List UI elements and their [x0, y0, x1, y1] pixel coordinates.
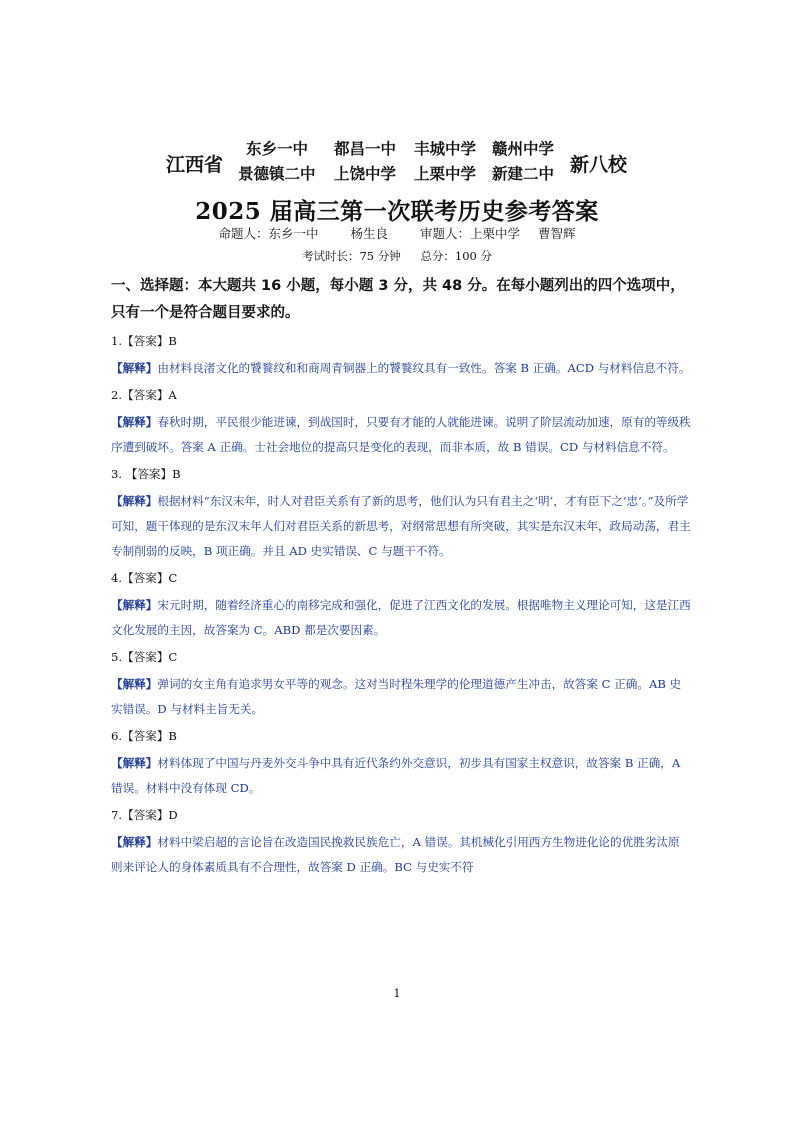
answer-line: 6.【答案】B: [111, 729, 177, 743]
school-name: 上栗中学: [414, 165, 477, 183]
explanation-text: 春秋时期，平民很少能进谏，到战国时，只要有才能的人就能进谏。说明了阶层流动加速，原有的等级秩序遭到破坏。答案 A 正确。士社会地位的提高只是变化的表现，而非本质，故 B 错误。CD 与材料信息不符。: [111, 415, 691, 454]
question-item: [111, 460, 691, 564]
question-item: [111, 801, 691, 880]
question-item: [111, 381, 691, 460]
answer-line: 3. 【答案】B: [111, 467, 181, 481]
alliance-name: 新八校: [570, 154, 628, 176]
explanation-text: 材料中梁启超的言论旨在改造国民挽救民族危亡，A 错误。其机械化引用西方生物进化论的优胜劣汰原则来评论人的身体素质具有不合理性，故答案 D 正确。BC 与史实不符: [111, 835, 680, 874]
question-item: [111, 327, 691, 381]
question-item: [111, 643, 691, 722]
school-name: 都昌一中: [334, 140, 397, 158]
explanation: [111, 830, 691, 880]
explanation-text: 根据材料“东汉末年，时人对君臣关系有了新的思考，他们认为只有君主之‘明’，才有臣下之‘忠’。”及所学可知，题干体现的是东汉末年人们对君臣关系的新思考，对纲常思想有所突破，其实是东汉末年，政局动荡，君主专制削弱的反映，B 项正确。并且 AD 史实错误、C 与题干不符。: [111, 494, 691, 558]
authors-line: [0, 224, 794, 242]
document-title: 2025 届高三第一次联考历史参考答案: [195, 198, 599, 225]
setter-name: 杨生良: [350, 226, 388, 241]
explanation: [111, 751, 691, 801]
explanation: [111, 672, 691, 722]
question-item: [111, 564, 691, 643]
explanation-label: 【解释】: [111, 361, 158, 375]
explanation-label: 【解释】: [111, 494, 158, 508]
explanation-label: 【解释】: [111, 415, 158, 429]
explanation: [111, 410, 691, 460]
school-name: 赣州中学: [492, 140, 555, 158]
school-name: 上饶中学: [334, 165, 397, 183]
section-heading: 一、选择题：本大题共 16 小题，每小题 3 分，共 48 分。在每小题列出的四个选项中，只有一个是符合题目要求的。: [111, 278, 685, 321]
explanation-text: 弹词的女主角有追求男女平等的观念。这对当时程朱理学的伦理道德产生冲击，故答案 C 正确。AB 史实错误。D 与材料主旨无关。: [111, 677, 682, 716]
explanation: [111, 593, 691, 643]
reviewer-label: 审题人：上栗中学: [419, 226, 520, 241]
explanation-label: 【解释】: [111, 598, 158, 612]
exam-duration: 考试时长：75 分钟: [301, 249, 401, 263]
question-item: [111, 722, 691, 801]
exam-header: [0, 130, 794, 186]
school-name: 景德镇二中: [238, 165, 316, 183]
answer-line: 7.【答案】D: [111, 808, 178, 822]
school-name: 新建二中: [492, 165, 555, 183]
school-name: 东乡一中: [246, 140, 309, 158]
explanation-label: 【解释】: [111, 756, 158, 770]
answer-line: 4.【答案】C: [111, 571, 178, 585]
explanation-text: 材料体现了中国与丹麦外交斗争中具有近代条约外交意识，初步具有国家主权意识，故答案 B 正确，A 错误。材料中没有体现 CD。: [111, 756, 681, 795]
exam-total-score: 总分：100 分: [420, 249, 493, 263]
explanation: [111, 489, 691, 564]
explanation-label: 【解释】: [111, 677, 158, 691]
explanation-text: 宋元时期，随着经济重心的南移完成和强化，促进了江西文化的发展。根据唯物主义理论可知，这是江西文化发展的主因，故答案为 C。ABD 都是次要因素。: [111, 598, 691, 637]
page-number: 1: [393, 987, 401, 1000]
reviewer-name: 曹智辉: [537, 226, 576, 241]
explanation-text: 由材料良渚文化的饕餮纹和和商周青铜器上的饕餮纹具有一致性。答案 B 正确。ACD 与材料信息不符。: [157, 361, 691, 375]
school-name: 丰城中学: [414, 140, 477, 158]
answer-line: 1.【答案】B: [111, 334, 177, 348]
explanation: [111, 356, 691, 381]
answer-line: 2.【答案】A: [111, 388, 177, 402]
explanation-label: 【解释】: [111, 835, 158, 849]
answer-list: [111, 327, 691, 880]
setter-label: 命题人：东乡一中: [218, 226, 319, 241]
answer-line: 5.【答案】C: [111, 650, 178, 664]
province-name: 江西省: [166, 154, 224, 176]
exam-info: [0, 248, 794, 264]
